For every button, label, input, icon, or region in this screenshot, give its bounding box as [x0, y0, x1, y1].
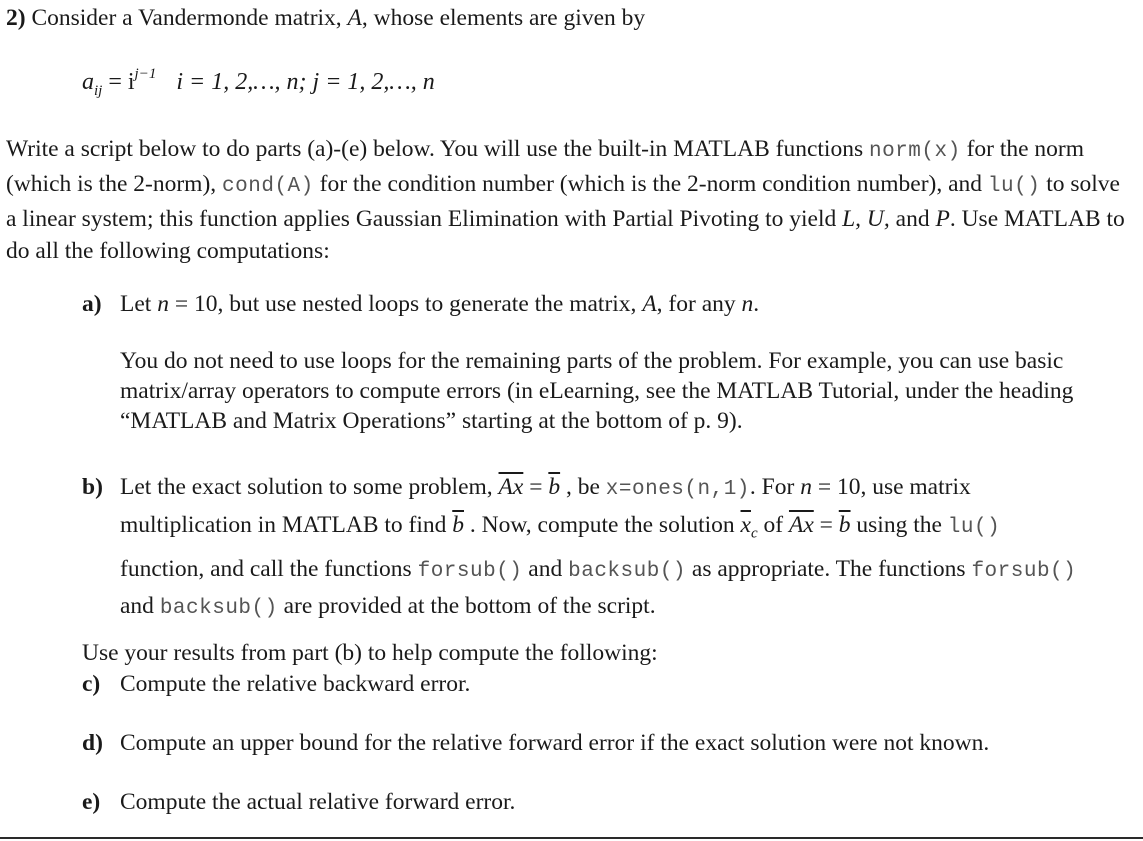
part-e-text: Compute the actual relative forward error.: [120, 789, 516, 815]
code-forsub: forsub(): [417, 559, 523, 583]
part-a-t2: = 10, but use nested loops to generate the matrix,: [168, 291, 643, 317]
part-a: [82, 288, 1092, 320]
part-b-text: [120, 470, 1087, 627]
intro-text-6: . Use MATLAB to do all the following computations:: [6, 206, 1125, 264]
code-ones: x=ones(n,1): [605, 478, 750, 501]
formula-index-range: i = 1, 2,…, n; j = 1, 2,…, n: [176, 69, 435, 95]
code-backsub: backsub(): [568, 559, 687, 583]
intro-paragraph: [6, 133, 1131, 267]
part-a-matrix: A: [642, 291, 657, 317]
bottom-divider: [0, 837, 1143, 839]
part-b-xc: $\overline{x}$: [740, 511, 751, 538]
part-b: [82, 470, 1087, 627]
part-b-t7: using the: [850, 511, 948, 538]
code-cond: cond(A): [222, 175, 314, 198]
part-b-t3: . For: [749, 474, 801, 500]
part-e: [82, 786, 1122, 818]
question-title: Consider a Vandermonde matrix,: [31, 5, 342, 31]
question-title-tail: , whose elements are given by: [361, 5, 646, 31]
intro-text-5: and: [889, 206, 936, 232]
formula-exponent: j−1: [134, 66, 157, 82]
part-c-label: c): [82, 671, 101, 697]
part-c: [82, 668, 1122, 700]
part-b-t10: as appropriate. The functions: [686, 555, 972, 582]
part-b-t6: of: [757, 511, 789, 538]
intro-text-4: to solve a linear system; this function applies Gaussian Elimination with Partial Pivoting to yield: [6, 171, 1120, 232]
code-forsub-2: forsub(): [971, 559, 1077, 583]
part-a-label: a): [82, 291, 102, 317]
formula-lhs: a: [82, 69, 94, 95]
part-b-ax: $\overline{Ax}$: [498, 474, 524, 500]
code-lu-2: lu(): [947, 515, 1001, 539]
part-b-t5: . Now, compute the solution: [464, 511, 741, 538]
part-a-t4: .: [753, 291, 760, 317]
part-b-bvec3: $\overline{b}$: [838, 511, 851, 538]
part-a-t1: Let: [120, 291, 158, 317]
symbol-lu: L, U,: [842, 206, 890, 232]
part-b-t11: and: [120, 593, 160, 620]
part-b-t8: function, and call the functions: [120, 555, 418, 582]
formula-equals: = i: [102, 69, 135, 95]
part-a-n: n: [157, 291, 169, 317]
part-b-t2: , be: [560, 474, 606, 500]
use-results-text: Use your results from part (b) to help compute the following:: [82, 640, 658, 666]
part-d-label: d): [82, 730, 103, 756]
part-b-t9: and: [522, 555, 569, 582]
part-b-n: n: [800, 474, 812, 500]
code-backsub-2: backsub(): [159, 597, 278, 621]
part-e-label: e): [82, 789, 101, 815]
part-b-xc-sub: c: [750, 525, 758, 542]
part-b-t1: Let the exact solution to some problem,: [120, 474, 499, 500]
part-b-eq: =: [523, 474, 549, 500]
part-b-t4: = 10, use matrix multiplication in MATLAB to find: [120, 474, 971, 538]
matrix-symbol: A: [347, 5, 362, 31]
intro-text-3: for the condition number (which is the 2-norm condition number), and: [313, 171, 988, 197]
part-d: [82, 727, 1127, 759]
code-norm: norm(x): [868, 140, 961, 163]
part-b-label: b): [82, 474, 103, 500]
part-a-t3: , for any: [656, 291, 742, 317]
part-c-text: Compute the relative backward error.: [120, 671, 471, 697]
intro-text-1: Write a script below to do parts (a)-(e) below. You will use the built-in MATLAB functions: [6, 136, 869, 162]
vandermonde-formula: [82, 60, 435, 107]
question-number: 2): [6, 5, 26, 31]
part-d-text: Compute an upper bound for the relative forward error if the exact solution were not known.: [120, 730, 990, 756]
part-b-eq2: =: [813, 511, 839, 538]
formula-subscript: ij: [94, 82, 103, 99]
part-b-t12: are provided at the bottom of the script.: [277, 593, 656, 620]
part-b-bvec2: $\overline{b}$: [452, 511, 464, 538]
part-a-n2: n: [741, 291, 754, 317]
part-b-bvec: $\overline{b}$: [548, 474, 561, 500]
loops-note: You do not need to use loops for the remaining parts of the problem. For example, you can use basic matrix/array operators to compute errors (in eLearning, see the MATLAB Tutorial, under the heading “MATLAB and Matrix Operations” starting at the bottom of p. 9).: [120, 348, 1074, 434]
symbol-p: P: [935, 206, 950, 232]
intro-text-2: for the norm (which is the 2-norm),: [6, 136, 1085, 197]
part-b-ax2: $\overline{Ax}$: [788, 511, 814, 538]
code-lu: lu(): [987, 175, 1041, 198]
question-heading: [6, 2, 1131, 34]
part-a-text: [120, 288, 1092, 320]
